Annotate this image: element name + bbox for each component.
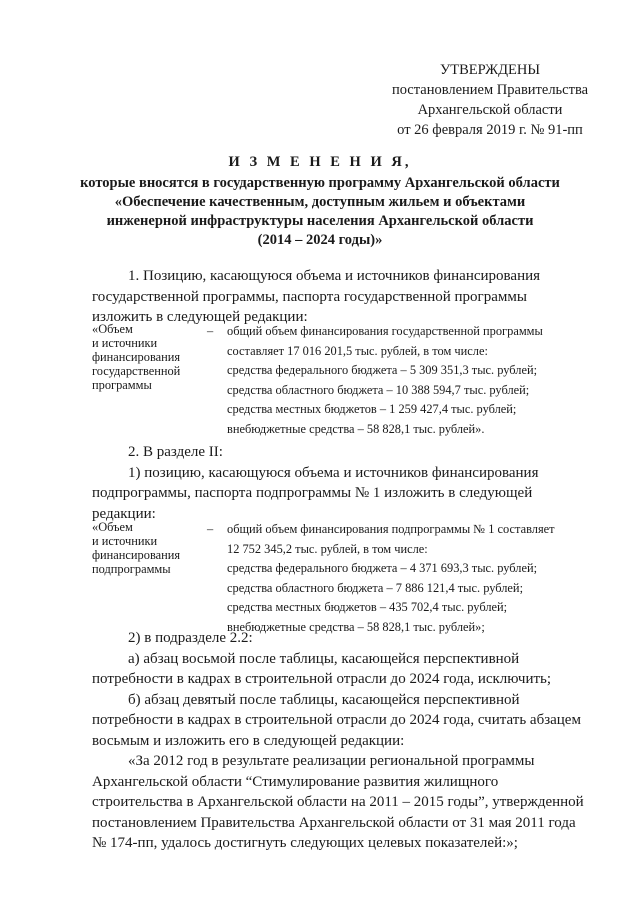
cell-line: общий объем финансирования подпрограммы № 1 составляет	[227, 522, 555, 536]
text-line: «За 2012 год в результате реализации региональной программы	[128, 753, 535, 769]
text-line: потребности в кадрах в строительной отрасли до 2024 года, считать абзацем	[92, 712, 581, 728]
cell-line: внебюджетные средства – 58 828,1 тыс. рублей».	[227, 421, 485, 436]
approval-line: постановлением Правительства	[391, 82, 589, 98]
item-1-paragraph	[92, 266, 572, 328]
text-line: редакции:	[92, 505, 156, 522]
approval-line: от 26 февраля 2019 г. № 91-пп	[397, 122, 583, 138]
cell-line: средства областного бюджета – 10 388 594,7 тыс. рублей;	[227, 382, 530, 397]
cell-line: внебюджетные средства – 58 828,1 тыс. рублей»;	[227, 619, 485, 634]
funding-table-1	[92, 322, 572, 442]
text-line: 2) в подразделе 2.2:	[128, 630, 253, 646]
table-right-cell	[227, 520, 577, 637]
text-line: а) абзац восьмой после таблицы, касающейся перспективной	[128, 650, 520, 667]
cell-line: и источники	[92, 534, 158, 548]
cell-line: подпрограммы	[92, 562, 171, 576]
cell-line: финансирования	[92, 548, 181, 562]
cell-line: программы	[92, 378, 152, 392]
document-title	[60, 153, 580, 250]
text-line: 1) позицию, касающуюся объема и источников финансирования	[128, 464, 539, 481]
approval-line: УТВЕРЖДЕНЫ	[439, 62, 541, 78]
table-left-cell	[92, 520, 202, 576]
text-line: № 174-пп, удалось достигнуть следующих целевых показателей:»;	[92, 835, 518, 851]
table-right-cell	[227, 322, 577, 439]
cell-line: и источники	[92, 336, 158, 350]
cell-line: «Объем	[92, 322, 133, 336]
cell-line: средства областного бюджета – 7 886 121,4 тыс. рублей;	[227, 580, 524, 595]
title-line: которые вносятся в государственную программу Архангельской области	[80, 175, 560, 191]
title-line: «Обеспечение качественным, доступным жильем и объектами	[114, 194, 526, 210]
cell-line: средства федерального бюджета – 5 309 351,3 тыс. рублей;	[227, 363, 538, 377]
item-2-2-paragraph	[92, 628, 584, 854]
cell-line: государственной	[92, 364, 181, 378]
text-line: Архангельской области “Стимулирование развития жилищного	[92, 773, 499, 790]
cell-line: средства федерального бюджета – 4 371 693,3 тыс. рублей;	[227, 561, 538, 575]
table-left-cell	[92, 322, 202, 392]
approval-line: Архангельской области	[417, 102, 563, 118]
approval-stamp	[380, 60, 600, 140]
text-line: восьмым и изложить его в следующей редакции:	[92, 732, 405, 749]
text-line: изложить в следующей редакции:	[92, 309, 308, 325]
text-line: 2. В разделе II:	[128, 444, 223, 460]
text-line: строительства в Архангельской области на 2011 – 2015 годы”, утвержденной	[92, 794, 584, 810]
title-line: инженерной инфраструктуры населения Архангельской области	[106, 213, 534, 229]
funding-table-2	[92, 520, 572, 635]
cell-line: средства местных бюджетов – 435 702,4 тыс. рублей;	[227, 600, 508, 614]
cell-line: общий объем финансирования государственной программы	[227, 324, 543, 338]
cell-line: «Объем	[92, 520, 133, 534]
item-2-paragraph	[92, 442, 572, 524]
text-line: 1. Позицию, касающуюся объема и источников финансирования	[128, 268, 541, 284]
table-dash: –	[207, 324, 214, 338]
table-dash: –	[207, 522, 214, 536]
text-line: государственной программы, паспорта государственной программы	[92, 288, 527, 305]
title-line: И З М Е Н Е Н И Я,	[228, 154, 412, 170]
text-line: потребности в кадрах в строительной отрасли до 2024 года, исключить;	[92, 671, 552, 687]
text-line: б) абзац девятый после таблицы, касающейся перспективной	[128, 691, 520, 708]
cell-line: 12 752 345,2 тыс. рублей, в том числе:	[227, 541, 428, 556]
cell-line: финансирования	[92, 350, 181, 364]
title-line: (2014 – 2024 годы)»	[257, 232, 383, 248]
cell-line: составляет 17 016 201,5 тыс. рублей, в том числе:	[227, 343, 488, 358]
text-line: подпрограммы, паспорта подпрограммы № 1 изложить в следующей	[92, 485, 533, 501]
cell-line: средства местных бюджетов – 1 259 427,4 тыс. рублей;	[227, 402, 517, 416]
text-line: постановлением Правительства Архангельской области от 31 мая 2011 года	[92, 814, 576, 831]
